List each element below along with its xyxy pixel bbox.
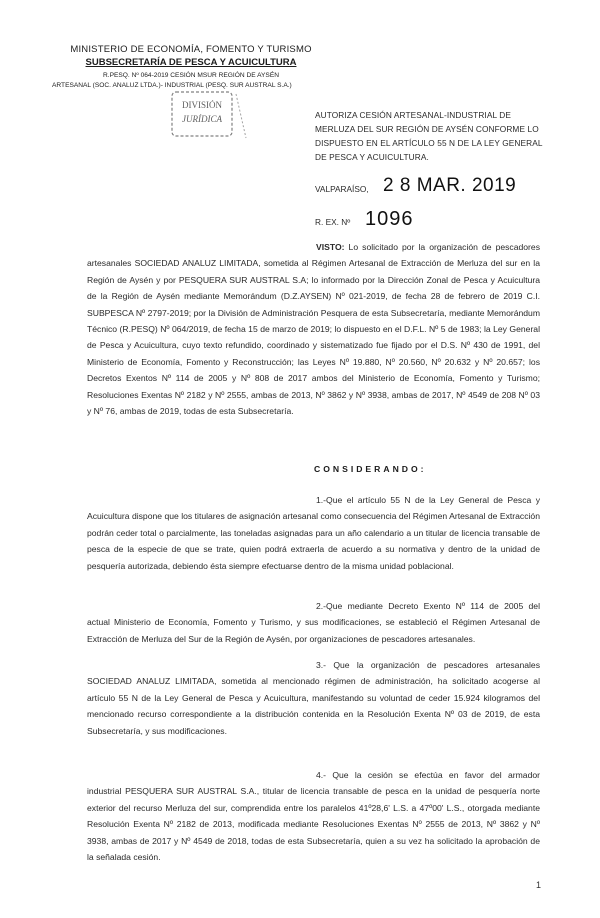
paragraph-1-text: 1.-Que el artículo 55 N de la Ley General de Pesca y Acuicultura dispone que los titulares de asignación artesanal como consecuencia del Régimen Artesanal de Extracción podrán ceder total o parcialmente, las toneladas asignadas para un año calendario a un titular de licencia transable de pesca de la especie de que se trate, quien podrá extraerla de acuerdo a su normativa y dentro de la unidad de pesquería autorizada, debiendo ésta siempre efectuarse dentro de la misma unidad poblacional.: [87, 495, 540, 571]
stamp-line-2: JURÍDICA: [182, 114, 222, 124]
page-number: 1: [536, 880, 542, 890]
considerando-paragraph-3: [87, 657, 540, 739]
ministry-name: MINISTERIO DE ECONOMÍA, FOMENTO Y TURISMO: [70, 44, 312, 55]
subsecretaria-name: SUBSECRETARÍA DE PESCA Y ACUICULTURA: [85, 57, 297, 68]
resolution-number-label: R. EX. Nº: [315, 217, 351, 227]
resolution-number: 1096: [365, 208, 414, 230]
stamp-line-1: DIVISIÓN: [182, 100, 222, 110]
paragraph-3-text: 3.- Que la organización de pescadores artesanales SOCIEDAD ANALUZ LIMITADA, sometida al mencionado régimen de administración, ha solicitado acogerse al artículo 55 N de la Ley General de Pesca y Acuicultura, manifestando su voluntad de ceder 15.924 kilogramos del mencionado recurso correspondiente a la distribución contenida en la Resolución Exenta Nº 03 de 2019, de esta Subsecretaría, y sus modificaciones.: [87, 660, 540, 736]
paragraph-4-text: 4.- Que la cesión se efectúa en favor del armador industrial PESQUERA SUR AUSTRAL S.A., titular de licencia transable de pesca en la unidad de pesquería norte exterior del recurso Merluza del sur, comprendida entre los paralelos 41º28,6' L.S. a 47º00' L.S., otorgada mediante Resolución Exenta Nº 2182 de 2013, modificada mediante Resoluciones Exentas Nº 2555 de 2013, Nº 3862 y Nº 3938, ambas de 2017 y Nº 4549 de 2018, todas de esta Subsecretaría, quien a su vez ha solicitado la aprobación de la señalada cesión.: [87, 770, 540, 863]
visto-label: VISTO:: [316, 242, 345, 252]
place-label: VALPARAÍSO,: [315, 184, 369, 194]
considerando-paragraph-2: [87, 598, 540, 647]
considerando-heading: CONSIDERANDO:: [314, 464, 427, 474]
paragraph-2-text: 2.-Que mediante Decreto Exento Nº 114 de 2005 del actual Ministerio de Economía, Fomento y Turismo, y sus modificaciones, se estableció el Régimen Artesanal de Extracción de Merluza del Sur de la Región de Aysén, por organizaciones de pescadores artesanales.: [87, 601, 540, 644]
reference-line-1: R.PESQ. Nº 064-2019 CESIÓN MSUR REGIÓN DE AYSÉN: [103, 72, 279, 79]
letterhead: [52, 44, 326, 91]
visto-paragraph: [87, 239, 540, 419]
considerando-paragraph-4: [87, 767, 540, 865]
division-juridica-stamp: [142, 88, 256, 140]
reference-line-2: ARTESANAL (SOC. ANALUZ LTDA.)- INDUSTRIAL (PESQ. SUR AUSTRAL S.A.): [52, 82, 292, 89]
resolution-date: 2 8 MAR. 2019: [383, 175, 517, 196]
considerando-paragraph-1: [87, 492, 540, 574]
resolution-summary: AUTORIZA CESIÓN ARTESANAL-INDUSTRIAL DE MERLUZA DEL SUR REGIÓN DE AYSÉN CONFORME LO DISPUESTO EN EL ARTÍCULO 55 N DE LA LEY GENERAL DE PESCA Y ACUICULTURA.: [315, 110, 543, 162]
visto-text: Lo solicitado por la organización de pescadores artesanales SOCIEDAD ANALUZ LIMITADA, sometida al Régimen Artesanal de Extracción de Merluza del sur en la Región de Aysén y por PESQUERA SUR AUSTRAL S.A; lo informado por la Dirección Zonal de Pesca y Acuicultura de la Región de Aysén mediante Memorándum (D.Z.AYSEN) Nº 021-2019, de fecha 28 de febrero de 2019 C.I. SUBPESCA Nº 2797-2019; por la División de Administración Pesquera de esta Subsecretaría, mediante Memorándum Técnico (R.PESQ) Nº 064/2019, de fecha 15 de marzo de 2019; lo dispuesto en el D.F.L. Nº 5 de 1983; la Ley General de Pesca y Acuicultura, cuyo texto refundido, coordinado y sistematizado fue fijado por el D.S. Nº 430 de 1991, del Ministerio de Economía, Fomento y Reconstrucción; las Leyes Nº 19.880, Nº 20.560, Nº 20.632 y Nº 20.657; los Decretos Exentos Nº 114 de 2005 y Nº 808 de 2017 ambos del Ministerio de Economía, Fomento y Turismo; Resoluciones Exentas Nº 2182 y Nº 2555, ambas de 2013, Nº 3862 y Nº 3938, ambas de 2017, Nº 4549 de 208 Nº 03 y Nº 76, ambas de 2019, todas de esta Subsecretaría.: [87, 242, 540, 417]
